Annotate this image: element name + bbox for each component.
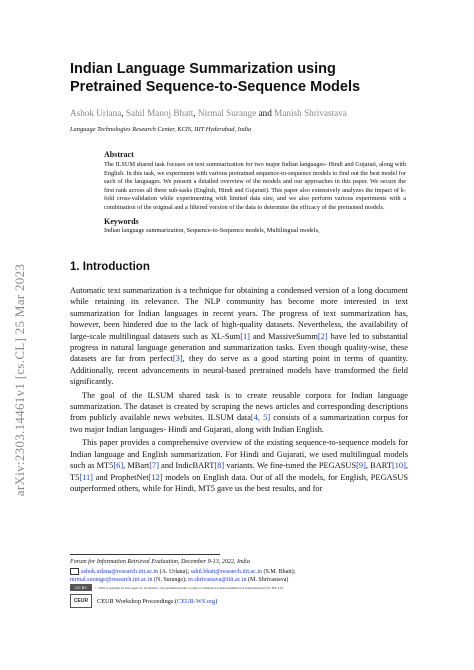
text-run: This paper provides a comprehensive overview of the existing sequence-to-sequence models for Indian language and English summarization. For Hindi and Gujarati, we used multilingual models such as MT5 [70,438,408,471]
envelope-icon [70,568,79,575]
intro-paragraph-2 [70,390,408,436]
text-run: (N. Surange); [152,577,189,583]
citation-link[interactable]: [11] [79,472,93,482]
text-run: and ProphetNet [92,472,149,482]
abstract-text: The ILSUM shared task focuses on text summarization for two major Indian languages- Hindi and Gujarati, along with English. In this task, we experiment with various pretrained sequence-to-sequence models to find out the best model for each of the languages. We present a detailed overview of the models and our approaches in this paper. We secure the first rank across all three sub-tasks (English, Hindi and Gujarati). This paper also extensively analyzes the impact of k-fold cross-validation while experimenting with limited data size, and we also perform various experiments with a combination of the original and a filtered version of the data to determine the efficacy of the pretrained models. [104,161,406,211]
text-run: , MBart [123,461,150,471]
page-footer [70,554,408,608]
ceur-logo: CEUR [70,594,92,608]
citation-link[interactable]: [2] [317,331,328,341]
ceur-row [70,594,408,608]
ceur-link[interactable]: CEUR-WS.org [177,597,216,605]
text-run: The goal of the ILSUM shared task is to create reusable corpora for Indian language summarization. The dataset is created by scraping the news articles and corresponding descriptions from publicly available news websites. ILSUM data [70,390,408,423]
abstract-heading: Abstract [104,150,134,159]
paper-title: Indian Language Summarization using Pretrained Sequence-to-Sequence Models [70,61,361,95]
cc-by-badge: CC BY [70,584,92,591]
keywords-text: Indian language summarization, Sequence-to-Sequence models, Multilingual models, [104,227,320,234]
citation-link[interactable]: [6] [113,461,124,471]
text-run: , they do serve as a good starting point in terms of quantity. Additionally, recent advancements in neural-based pretrained models have transformed the field significantly. [70,354,408,387]
citation-link[interactable]: [9] [356,461,366,471]
email-link[interactable]: m.shrivastava@iiit.ac.in [188,577,247,583]
text-run: (A. Urlana); [158,569,191,575]
citation-link[interactable]: [7] [149,461,159,471]
affiliation: Language Technologies Research Center, KCIS, IIIT Hyderabad, India [70,126,252,133]
ceur-text: CEUR Workshop Proceedings ( [97,597,178,605]
text-run: have led to substantial progress in natural language generation and summarization tasks. Even though quality-wise, these datasets are far from perfect [70,331,408,364]
text-run: and MassiveSumm [249,331,318,341]
paper-page [70,60,408,496]
author-3: Nirmal Surange [197,108,257,118]
author-4: Manish Shrivastava [274,108,347,118]
text-run: , T5 [70,461,408,482]
text-run: (M. Shrivastava) [246,577,289,583]
intro-paragraph-3 [70,437,408,494]
text-run: Automatic text summarization is a technique for obtaining a condensed version of a long document while retaining its relevance. The NLP community has become more interested in text summarization for Indian languages in recent years. The progress of text summarization has, however, been hindered due to the lack of high-quality datasets. Nevertheless, the availability of large-scale multilingual datasets such as XL-Sum [70,286,408,341]
abstract-block [70,150,408,234]
keywords-heading: Keywords [104,217,139,226]
text-run: consists of a summarization corpus for two major Indian languages- Hindi and Gujarati, along with Indian English. [70,413,408,434]
email-footnote [70,568,408,592]
footnote-rule [70,554,220,555]
text-run: models on English data. Out of all the models, for English, PEGASUS outperformed others, while for Hindi, MT5 gave us the best results, and for [70,472,408,493]
venue-note: Forum for Information Retrieval Evaluation, December 9-13, 2022, India [70,559,250,565]
email-link[interactable]: ashok.urlana@research.iiit.ac.in [81,569,159,575]
section-heading: 1. Introduction [70,261,150,273]
arxiv-watermark [8,190,32,570]
citation-link[interactable]: [10] [391,461,406,471]
text-run: and IndicBART [158,461,215,471]
author-1: Ashok Urlana [70,108,122,118]
citation-link[interactable]: [1] [240,331,250,341]
citation-link[interactable]: [8] [214,461,225,471]
intro-paragraph-1 [70,285,408,388]
email-link[interactable]: sahil.bhatt@research.iiit.ac.in [190,569,262,575]
author-separator: , [193,108,196,118]
citation-link[interactable]: [3] [172,354,183,364]
ceur-text-close: ) [215,597,218,605]
text-run: (S.M. Bhatt); [262,569,296,575]
citation-link[interactable]: [12] [148,472,163,482]
text-run: , BART [365,461,392,471]
text-run: variants. We fine-tuned the PEGASUS [224,461,357,471]
author-list [70,108,408,118]
author-2: Sahil Manoj Bhatt [125,108,194,118]
author-and: and [258,108,272,118]
author-separator: , [121,108,124,118]
email-link[interactable]: nirmal.surange@research.iiit.ac.in [70,577,153,583]
citation-link[interactable]: [4, 5] [250,413,271,423]
license-text: © 2022 Copyright for this paper by its authors. Use permitted under Creative Commons License Attribution 4.0 International (CC BY 4.0). [95,586,284,590]
arxiv-id: arXiv:2303.14461v1 [cs.CL] 25 Mar 2023 [12,263,27,497]
